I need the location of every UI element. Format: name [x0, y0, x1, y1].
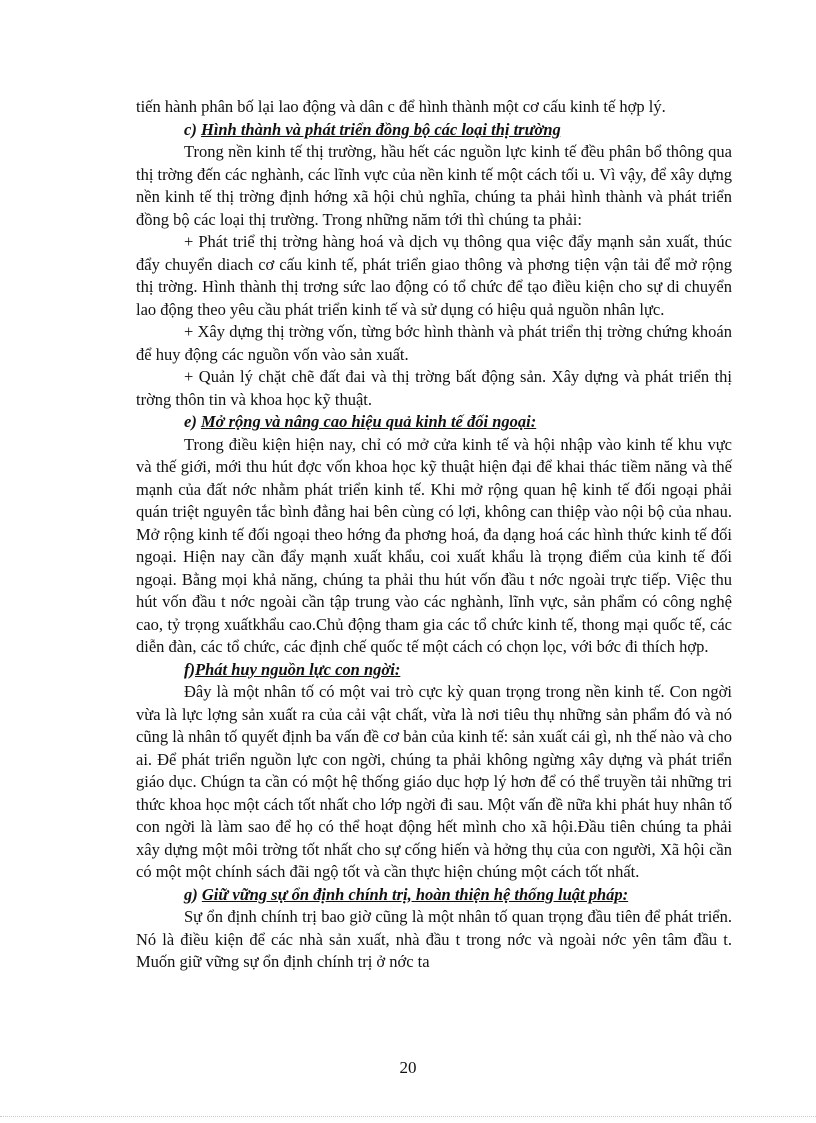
- heading-prefix: g): [184, 884, 202, 904]
- section-heading-e: [136, 411, 732, 434]
- page-body: [136, 96, 732, 974]
- heading-text: Hình thành và phát triển đồng bộ các loại thị trường: [200, 119, 561, 139]
- heading-prefix: f): [184, 659, 195, 679]
- paragraph: Trong điều kiện hiện nay, chỉ có mở cửa kinh tế và hội nhập vào kinh tế khu vực và thế giới, mới thu hút đợc vốn khoa học kỹ thuật hiện đại để khai thác tiềm năng và thế mạnh của đất nớc nhằm phát triển kinh tế. Khi mở rộng quan hệ kinh tế đối ngoại phải quán triệt nguyên tắc bình đẳng hai bên cùng có lợi, không can thiệp vào nội bộ của nhau. Mở rộng kinh tế đối ngoại theo hớng đa phơng hoá, đa dạng hoá các hình thức kinh tế đối ngoại. Hiện nay cần đẩy mạnh xuất khẩu, coi xuất khẩu là trọng điểm của kinh tế đối ngoại. Bằng mọi khả năng, chúng ta phải thu hút vốn đầu t nớc ngoài trực tiếp. Việc thu hút vốn đầu t nớc ngoài cần tập trung vào các nghành, lĩnh vực, sản phẩm có công nghệ cao, tỷ trọng xuấtkhẩu cao.Chủ động tham gia các tổ chức kinh tế, thong mại quốc tế, các diễn đàn, các tổ chức, các định chế quốc tế một cách có chọn lọc, với bớc đi thích hợp.: [136, 434, 732, 656]
- paragraph-continuation: tiến hành phân bố lại lao động và dân c để hình thành một cơ cấu kinh tế hợp lý.: [136, 97, 666, 116]
- bullet-paragraph: + Phát triể thị trờng hàng hoá và dịch vụ thông qua việc đẩy mạnh sản xuất, thúc đẩy chuyển diach cơ cấu kinh tế, phát triển giao thông và phơng tiện vận tải để mở rộng thị trờng. Hình thành thị trơng sức lao động có tổ chức để tạo điều kiện cho sự di chuyển lao động theo yêu cầu phát triển kinh tế và sử dụng có hiệu quả nguồn nhân lực.: [136, 232, 732, 319]
- paragraph: Đây là một nhân tố có một vai trò cực kỳ quan trọng trong nền kinh tế. Con ngời vừa là lực lợng sản xuất ra của cải vật chất, vừa là nơi tiêu thụ những sản phẩm đó và nó cũng là nhân tố quyết định ba vấn đề cơ bản của kinh tế: sản xuất cái gì, nh thế nào và cho ai. Để phát triển nguồn lực con ngời, chúng ta phải không ngừng xây dựng và phát triển giáo dục. Chúgn ta cần có một hệ thống giáo dục hợp lý hơn để có thể truyền tải những tri thức khoa học một cách tốt nhất cho lớp ngời đi sau. Một vấn đề nữa khi phát huy nhân tố con ngời là làm sao để họ có thể hoạt động hết mình cho xã hội.Đầu tiên chúng ta phải xây dựng một môi trờng tốt nhất cho sự cống hiến và hởng thụ của con người, Xã hội cần có một một chính sách đãi ngộ tốt và cần thực hiện chúng một cách tốt nhất.: [136, 682, 732, 881]
- section-heading-f: [136, 659, 732, 682]
- bullet-paragraph: + Xây dựng thị trờng vốn, từng bớc hình thành và phát triển thị trờng chứng khoán để huy động các nguồn vốn vào sản xuất.: [136, 322, 732, 364]
- heading-text: Giữ vững sự ổn định chính trị, hoàn thiện hệ thống luật pháp:: [201, 884, 629, 904]
- section-heading-g: [136, 884, 732, 907]
- paragraph: Trong nền kinh tế thị trường, hầu hết các nguồn lực kinh tế đều phân bổ thông qua thị trờng đến các nghành, các lĩnh vực của nền kinh tế một cách tối u. Vì vậy, để xây dựng nền kinh tế thị trờng định hớng xã hội chủ nghĩa, chúng ta phải hình thành và phát triển đồng bộ các loại thị trường. Trong những năm tới thì chúng ta phải:: [136, 142, 732, 229]
- bullet-paragraph: + Quản lý chặt chẽ đất đai và thị trờng bất động sản. Xây dựng và phát triển thị trờng thôn tin và khoa học kỹ thuật.: [136, 367, 732, 409]
- heading-prefix: e): [184, 412, 201, 431]
- heading-prefix: c): [184, 119, 201, 139]
- paragraph: Sự ổn định chính trị bao giờ cũng là một nhân tố quan trọng đầu tiên để phát triển. Nó là điều kiện để các nhà sản xuất, nhà đầu t trong nớc và ngoài nớc yên tâm đầu t. Muốn giữ vững sự ổn định chính trị ở nớc ta: [136, 907, 732, 971]
- section-heading-c: [136, 119, 732, 142]
- heading-text: Phát huy nguồn lực con ngời:: [195, 659, 401, 679]
- heading-text: Mở rộng và nâng cao hiệu quả kinh tế đối ngoại:: [200, 412, 537, 431]
- page-bottom-divider: [0, 1116, 816, 1117]
- page-number: 20: [399, 1058, 417, 1077]
